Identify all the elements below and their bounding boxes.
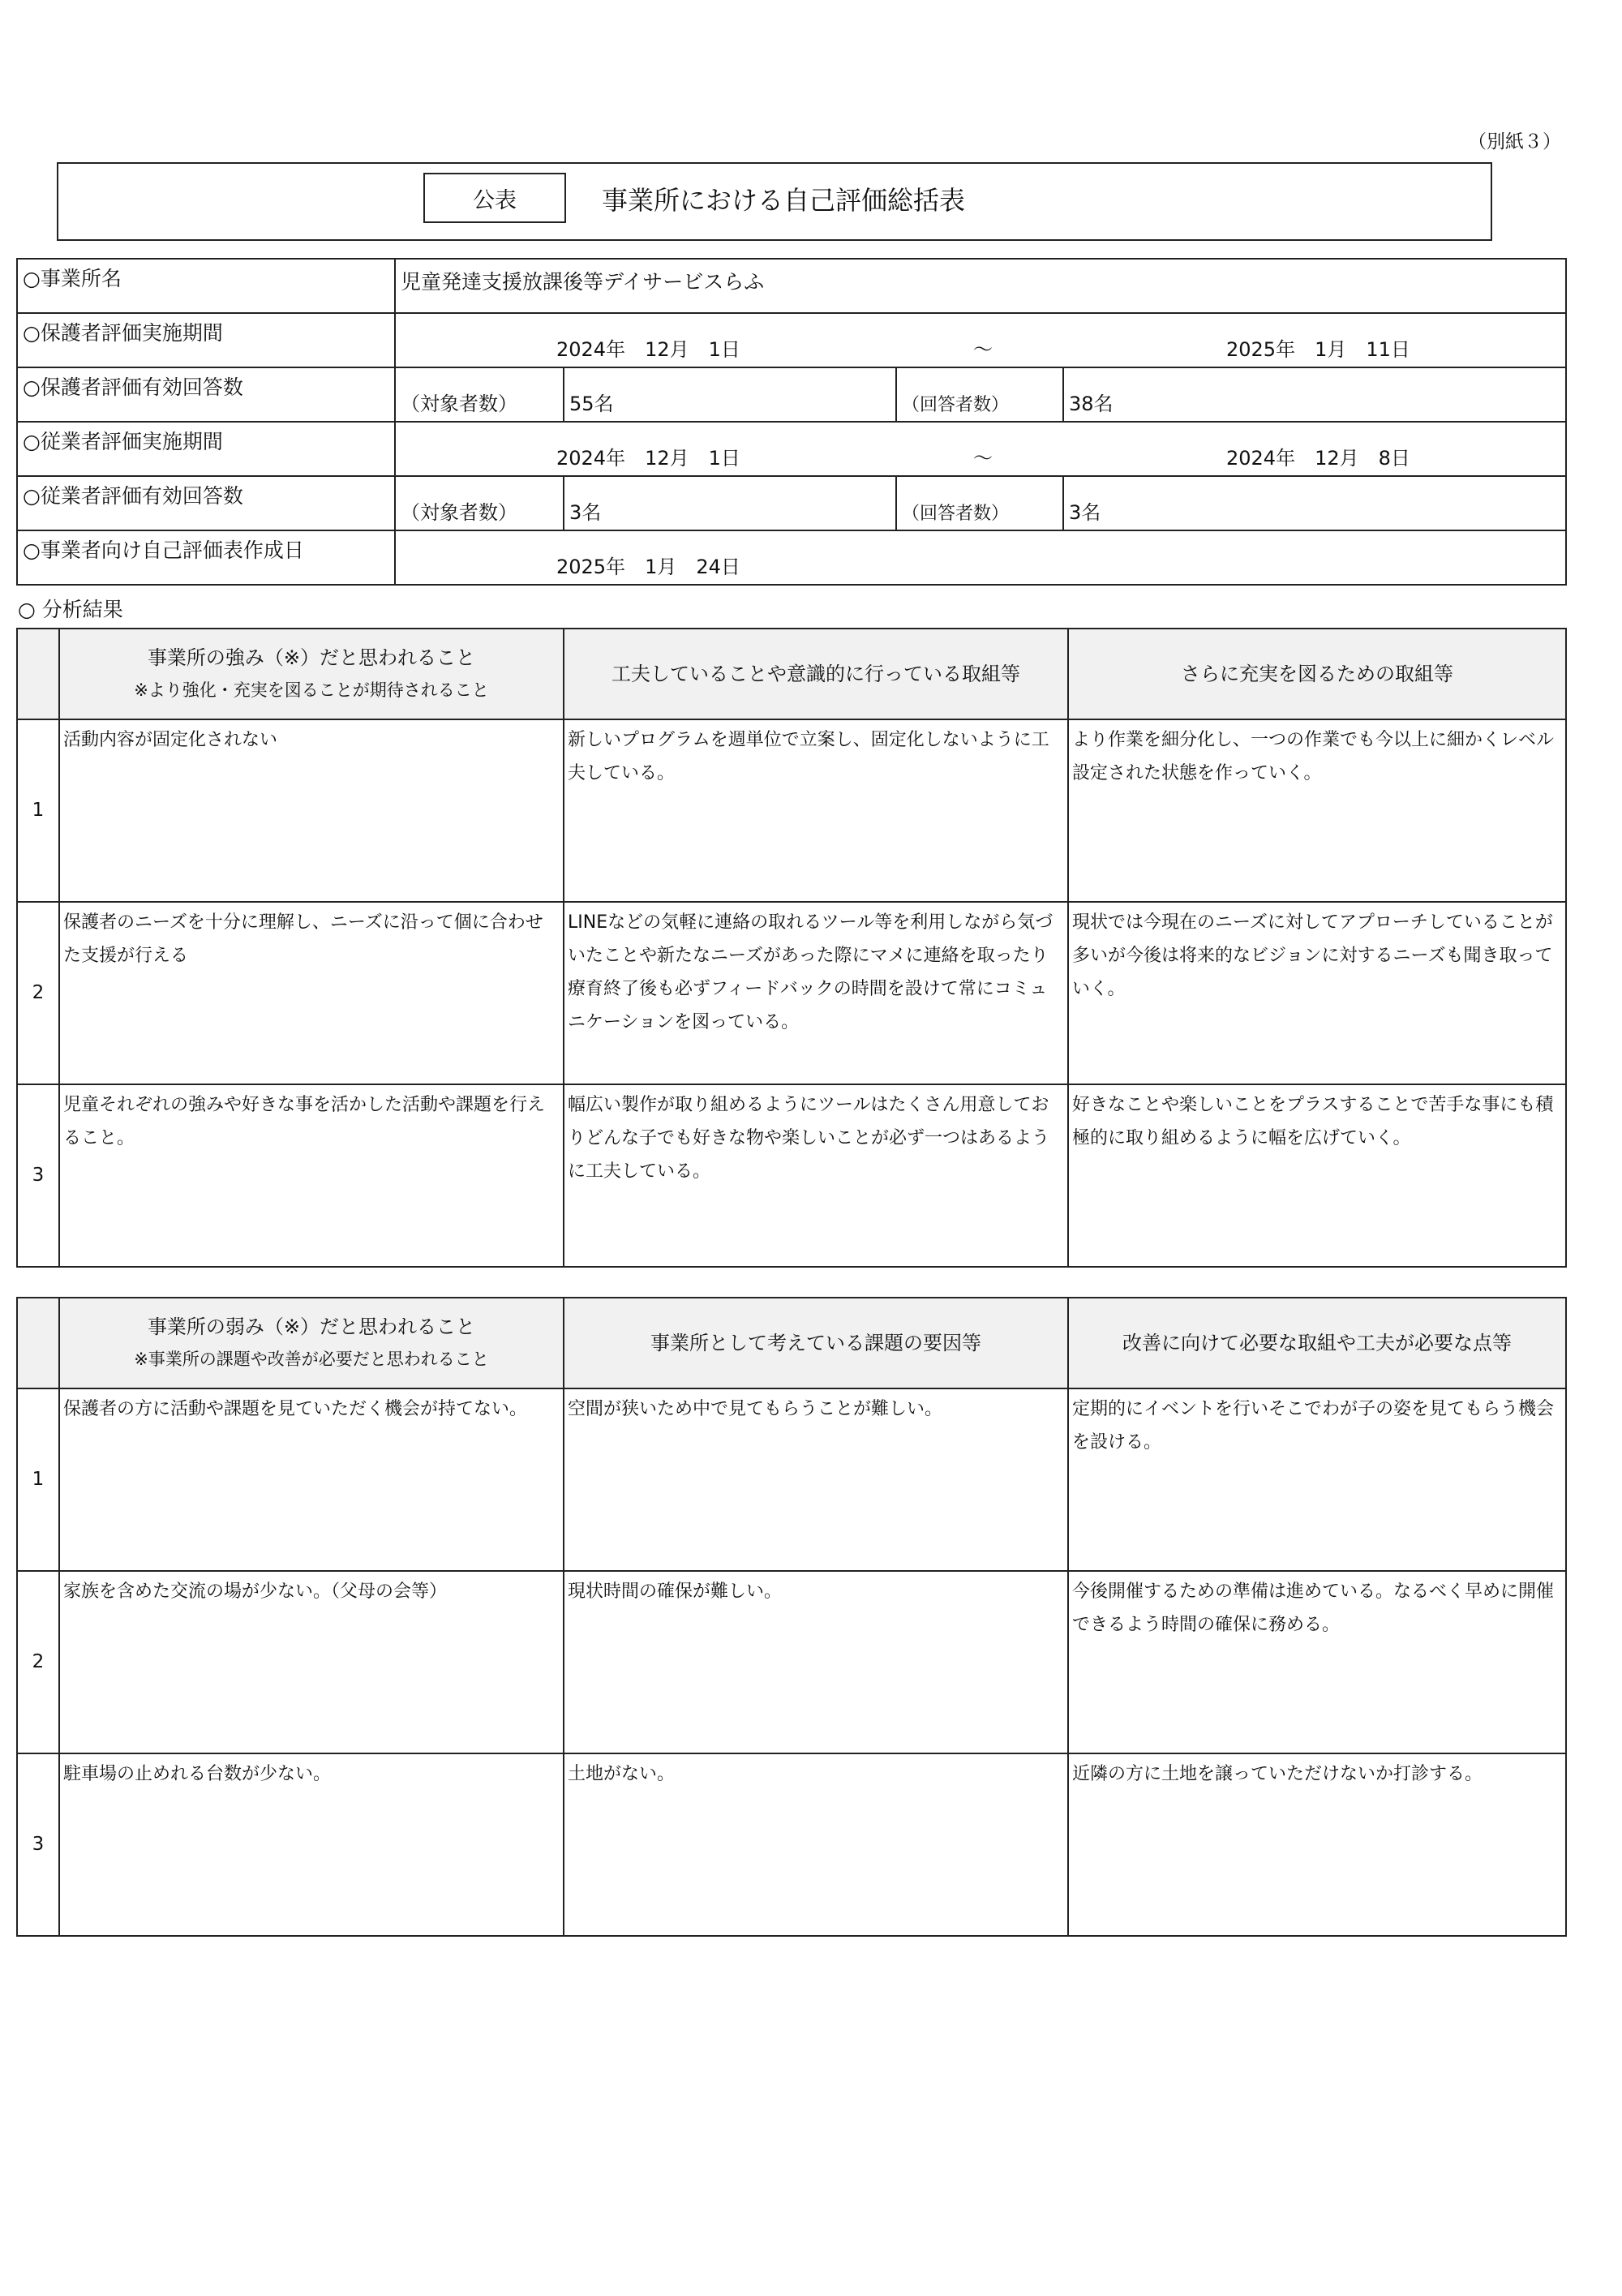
parent-respondent-label: （回答者数） [896, 367, 1063, 422]
header-main-text: 事業所として考えている課題の要因等 [650, 1332, 981, 1354]
info-table [16, 258, 1567, 586]
info-row-office [17, 259, 1566, 313]
row-number: 3 [17, 1753, 59, 1936]
header-note-text: ※より強化・充実を図ることが期待されること [134, 680, 489, 700]
effort-cell: LINEなどの気軽に連絡の取れるツール等を利用しながら気づいたことや新たなニーズがあった際にマメに連絡を取ったり療育終了後も必ずフィードバックの時間を設けて常にコミュニケーションを図っている。 [564, 902, 1068, 1084]
parent-period-start: 2024年 12月 1日 [556, 338, 740, 361]
strengths-table [16, 628, 1567, 1268]
row-number: 2 [17, 902, 59, 1084]
weaknesses-header-3 [1068, 1298, 1566, 1388]
staff-answers-label: ○従業者評価有効回答数 [17, 476, 395, 530]
strength-cell: 活動内容が固定化されない [59, 719, 564, 902]
table-row [17, 719, 1566, 902]
table-row [17, 902, 1566, 1084]
weakness-cell: 駐車場の止めれる台数が少ない。 [59, 1753, 564, 1936]
row-number: 1 [17, 719, 59, 902]
office-name-label: ○事業所名 [17, 259, 395, 313]
parent-answers-label: ○保護者評価有効回答数 [17, 367, 395, 422]
weakness-cell: 家族を含めた交流の場が少ない。（父母の会等） [59, 1571, 564, 1753]
analysis-section-label: ○ 分析結果 [18, 598, 123, 621]
weaknesses-table [16, 1297, 1567, 1937]
improvement-cell: 今後開催するための準備は進めている。なるべく早めに開催できるよう時間の確保に務める。 [1068, 1571, 1566, 1753]
header-main-text: 事業所の強み（※）だと思われること [147, 646, 476, 669]
weaknesses-header-row [17, 1298, 1566, 1388]
table-row [17, 1388, 1566, 1571]
office-name: 児童発達支援放課後等デイサービスらふ [395, 259, 1566, 313]
staff-respondent-label: （回答者数） [896, 476, 1063, 530]
staff-period-label: ○従業者評価実施期間 [17, 422, 395, 476]
table-row [17, 1571, 1566, 1753]
info-row-created [17, 530, 1566, 585]
weaknesses-header-2 [564, 1298, 1068, 1388]
strength-cell: 児童それぞれの強みや好きな事を活かした活動や課題を行えること。 [59, 1084, 564, 1267]
staff-target-value: 3名 [564, 476, 896, 530]
header-blank-cell [17, 629, 59, 719]
row-number: 1 [17, 1388, 59, 1571]
strengths-header-3 [1068, 629, 1566, 719]
cause-cell: 空間が狭いため中で見てもらうことが難しい。 [564, 1388, 1068, 1571]
page-title: 事業所における自己評価総括表 [602, 185, 966, 216]
parent-target-value: 55名 [564, 367, 896, 422]
attachment-label: （別紙３） [1468, 131, 1561, 152]
improvement-cell: 近隣の方に土地を譲っていただけないか打診する。 [1068, 1753, 1566, 1936]
header-note-text: ※事業所の課題や改善が必要だと思われること [134, 1350, 489, 1369]
info-row-parent-period [17, 313, 1566, 367]
parent-period-label: ○保護者評価実施期間 [17, 313, 395, 367]
strengths-header-1 [59, 629, 564, 719]
header-main-text: さらに充実を図るための取組等 [1181, 663, 1453, 685]
staff-respondent-value: 3名 [1063, 476, 1566, 530]
parent-period-cell [395, 313, 1566, 367]
strengths-header-row [17, 629, 1566, 719]
header-main-text: 改善に向けて必要な取組や工夫が必要な点等 [1122, 1332, 1512, 1354]
staff-period-end: 2024年 12月 8日 [1226, 447, 1410, 470]
enhancement-cell: 好きなことや楽しいことをプラスすることで苦手な事にも積極的に取り組めるように幅を広げていく。 [1068, 1084, 1566, 1267]
public-badge: 公表 [423, 173, 566, 223]
parent-period-separator: ～ [973, 338, 993, 361]
created-date-cell [395, 530, 1566, 585]
staff-period-start: 2024年 12月 1日 [556, 447, 740, 470]
weakness-cell: 保護者の方に活動や課題を見ていただく機会が持てない。 [59, 1388, 564, 1571]
enhancement-cell: より作業を細分化し、一つの作業でも今以上に細かくレベル設定された状態を作っていく。 [1068, 719, 1566, 902]
info-row-parent-answers [17, 367, 1566, 422]
info-row-staff-period [17, 422, 1566, 476]
weaknesses-header-1 [59, 1298, 564, 1388]
header-main-text: 事業所の弱み（※）だと思われること [147, 1315, 476, 1338]
enhancement-cell: 現状では今現在のニーズに対してアプローチしていることが多いが今後は将来的なビジョンに対するニーズも聞き取っていく。 [1068, 902, 1566, 1084]
effort-cell: 新しいプログラムを週単位で立案し、固定化しないように工夫している。 [564, 719, 1068, 902]
row-number: 2 [17, 1571, 59, 1753]
header-main-text: 工夫していることや意識的に行っている取組等 [611, 663, 1020, 685]
strength-cell: 保護者のニーズを十分に理解し、ニーズに沿って個に合わせた支援が行える [59, 902, 564, 1084]
header-blank-cell [17, 1298, 59, 1388]
staff-period-separator: ～ [973, 447, 993, 470]
info-row-staff-answers [17, 476, 1566, 530]
staff-target-label: （対象者数） [395, 476, 564, 530]
parent-target-label: （対象者数） [395, 367, 564, 422]
table-row [17, 1753, 1566, 1936]
cause-cell: 土地がない。 [564, 1753, 1068, 1936]
cause-cell: 現状時間の確保が難しい。 [564, 1571, 1068, 1753]
strengths-header-2 [564, 629, 1068, 719]
row-number: 3 [17, 1084, 59, 1267]
staff-period-cell [395, 422, 1566, 476]
created-date: 2025年 1月 24日 [556, 556, 740, 578]
improvement-cell: 定期的にイベントを行いそこでわが子の姿を見てもらう機会を設ける。 [1068, 1388, 1566, 1571]
created-date-label: ○事業者向け自己評価表作成日 [17, 530, 395, 585]
effort-cell: 幅広い製作が取り組めるようにツールはたくさん用意しておりどんな子でも好きな物や楽しいことが必ず一つはあるように工夫している。 [564, 1084, 1068, 1267]
parent-respondent-value: 38名 [1063, 367, 1566, 422]
table-row [17, 1084, 1566, 1267]
parent-period-end: 2025年 1月 11日 [1226, 338, 1410, 361]
